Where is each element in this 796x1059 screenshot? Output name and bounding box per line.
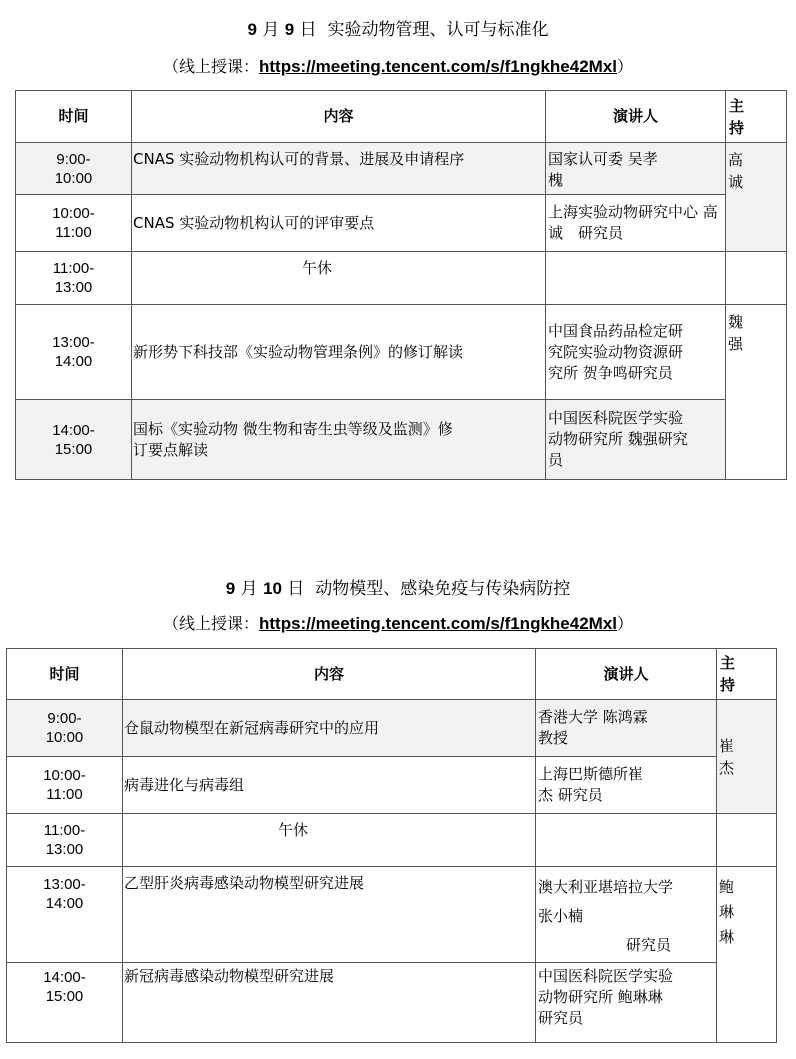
- row-host-empty: [717, 814, 777, 867]
- day1-schedule-table: [15, 90, 787, 480]
- header-time: 时间: [7, 649, 123, 700]
- day1-date-day: 9: [284, 20, 295, 39]
- day1-online-label: （线上授课：: [162, 57, 259, 76]
- row-content: 午休: [123, 814, 536, 867]
- row-time: 9:00-10:00: [16, 143, 132, 195]
- row-time: 13:00-14:00: [16, 305, 132, 400]
- day1-meeting-link[interactable]: https://meeting.tencent.com/s/f1ngkhe42Mxl: [258, 57, 617, 76]
- row-speaker: 中国医科院医学实验动物研究所 鲍琳琳 研究员: [536, 963, 717, 1043]
- table-row: [7, 700, 777, 757]
- row-time: 10:00-11:00: [16, 195, 132, 252]
- table-header-row: [7, 649, 777, 700]
- row-content: 仓鼠动物模型在新冠病毒研究中的应用: [123, 700, 536, 757]
- table-row: [7, 963, 777, 1043]
- table-row: [16, 143, 787, 195]
- table-row: [7, 814, 777, 867]
- row-content: 新冠病毒感染动物模型研究进展: [123, 963, 536, 1043]
- day2-schedule-table: [6, 648, 777, 1043]
- table-row: [16, 400, 787, 480]
- day2-title: [0, 578, 796, 600]
- day2-meeting-link[interactable]: https://meeting.tencent.com/s/f1ngkhe42Mxl: [258, 614, 617, 633]
- row-host-empty: [726, 252, 787, 305]
- row-content: CNAS 实验动物机构认可的评审要点: [132, 195, 546, 252]
- table-row: [16, 305, 787, 400]
- row-host: 魏强: [726, 305, 787, 480]
- header-content: 内容: [132, 91, 546, 143]
- row-host: 鲍琳琳: [717, 867, 777, 1043]
- speaker-title: 研究员: [626, 936, 672, 954]
- table-row: [16, 195, 787, 252]
- header-content: 内容: [123, 649, 536, 700]
- row-host: 高诚: [726, 143, 787, 252]
- row-speaker: [546, 252, 726, 305]
- day2-date-day-label: 日: [287, 579, 305, 599]
- row-speaker: 上海巴斯德所崔杰 研究员: [536, 757, 717, 814]
- row-time: 9:00-10:00: [7, 700, 123, 757]
- table-row: [16, 252, 787, 305]
- row-time: 14:00-15:00: [7, 963, 123, 1043]
- row-time: 10:00-11:00: [7, 757, 123, 814]
- row-speaker: [536, 867, 717, 963]
- row-speaker: [536, 814, 717, 867]
- header-host: 主持: [726, 91, 787, 143]
- row-content: 国标《实验动物 微生物和寄生虫等级及监测》修订要点解读: [132, 400, 546, 480]
- row-speaker: 香港大学 陈鸿霖 教授: [536, 700, 717, 757]
- day1-date-month-label: 月: [262, 20, 280, 40]
- row-content: 新形势下科技部《实验动物管理条例》的修订解读: [132, 305, 546, 400]
- day1-title: [0, 19, 796, 41]
- row-content: 病毒进化与病毒组: [123, 757, 536, 814]
- day2-online-end: ）: [617, 614, 634, 633]
- header-host: 主持: [717, 649, 777, 700]
- day1-date-day-label: 日: [299, 20, 317, 40]
- row-content: 乙型肝炎病毒感染动物模型研究进展: [123, 867, 536, 963]
- row-speaker: 中国医科院医学实验动物研究所 魏强研究员: [546, 400, 726, 480]
- header-time: 时间: [16, 91, 132, 143]
- table-header-row: [16, 91, 787, 143]
- row-host: 崔杰: [717, 700, 777, 814]
- day1-online-line: [0, 56, 796, 78]
- row-time: 11:00-13:00: [7, 814, 123, 867]
- table-row: [7, 867, 777, 963]
- row-time: 14:00-15:00: [16, 400, 132, 480]
- day2-online-line: [0, 613, 796, 635]
- row-speaker: 中国食品药品检定研究院实验动物资源研究所 贺争鸣研究员: [546, 305, 726, 400]
- day2-topic: 动物模型、感染免疫与传染病防控: [315, 579, 571, 599]
- row-speaker: 上海实验动物研究中心 高诚 研究员: [546, 195, 726, 252]
- table-row: [7, 757, 777, 814]
- day1-date-month: 9: [247, 20, 257, 39]
- day2-date-day: 10: [263, 579, 282, 598]
- row-time: 13:00-14:00: [7, 867, 123, 963]
- day1-topic: 实验动物管理、认可与标准化: [327, 20, 549, 40]
- row-content: 午休: [132, 252, 546, 305]
- day2-online-label: （线上授课：: [162, 614, 259, 633]
- header-speaker: 演讲人: [536, 649, 717, 700]
- day2-date-month-label: 月: [240, 579, 258, 599]
- row-content: CNAS 实验动物机构认可的背景、进展及申请程序: [132, 143, 546, 195]
- day2-date-month: 9: [225, 579, 236, 598]
- header-speaker: 演讲人: [546, 91, 726, 143]
- row-time: 11:00-13:00: [16, 252, 132, 305]
- row-speaker: 国家认可委 吴孝槐: [546, 143, 726, 195]
- day1-online-end: ）: [617, 57, 634, 76]
- speaker-line: 澳大利亚堪培拉大学 张小楠: [538, 878, 674, 925]
